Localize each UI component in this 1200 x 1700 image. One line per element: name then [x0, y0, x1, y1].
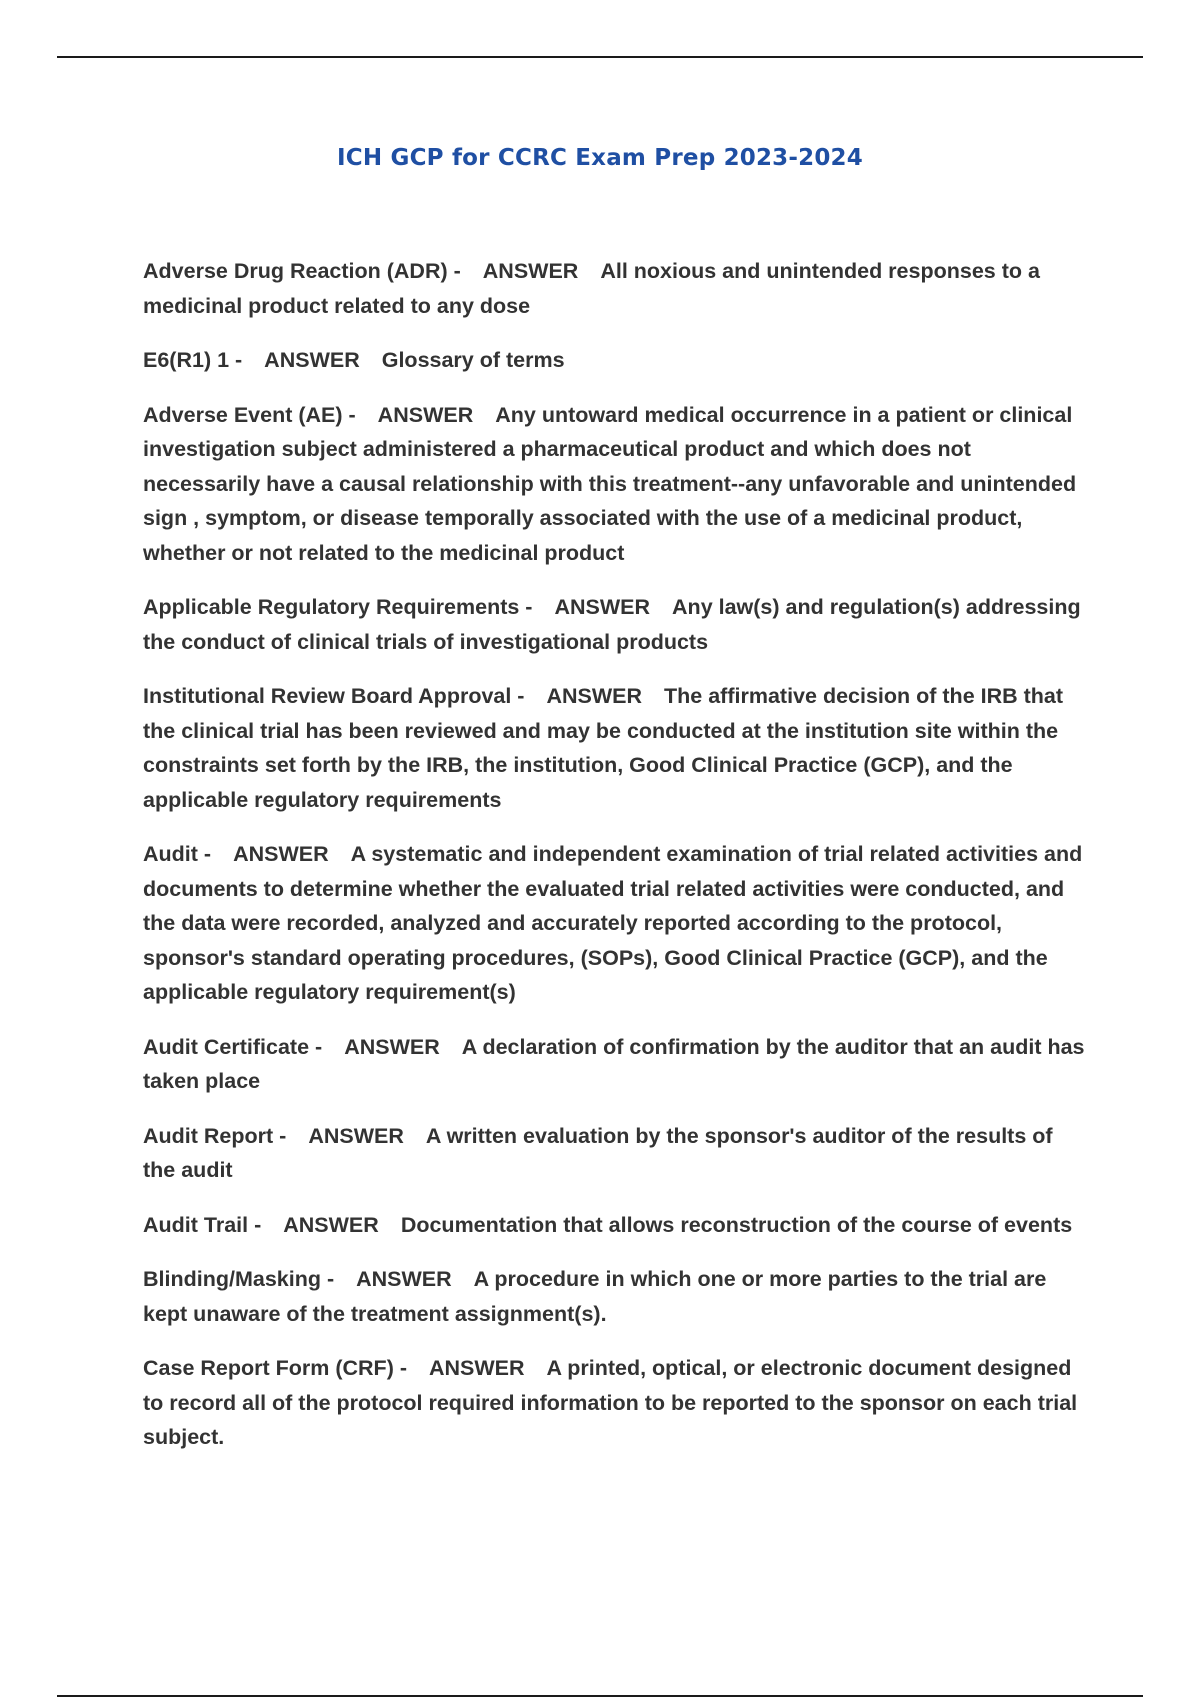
glossary-entry: [143, 1030, 1088, 1099]
glossary-entry: [143, 1119, 1088, 1188]
answer-label: ANSWER: [428, 1356, 525, 1380]
glossary-entry: [143, 837, 1088, 1010]
entry-term: Blinding/Masking -: [143, 1267, 335, 1291]
entry-definition: A printed, optical, or electronic document designed to record all of the protocol required information to be reported to the sponsor on each trial subject.: [143, 1356, 1078, 1449]
glossary-entry: [143, 590, 1088, 659]
entry-term: E6(R1) 1 -: [143, 348, 243, 372]
entry-definition: A written evaluation by the sponsor's auditor of the results of the audit: [143, 1123, 1053, 1182]
glossary-entry: [143, 1208, 1088, 1243]
entry-term: Institutional Review Board Approval -: [143, 684, 525, 708]
answer-label: ANSWER: [377, 402, 474, 427]
entry-term: Audit Certificate -: [143, 1034, 323, 1059]
glossary-entry: [143, 679, 1088, 817]
entry-term: Audit Report -: [143, 1123, 287, 1148]
entry-definition: A systematic and independent examination of trial related activities and documents to determine whether the evaluated trial related activities were conducted, and the data were recorded, analyzed and accurately reported according to the protocol, sponsor's standard operating procedures, (SOPs), Good Clinical Practice (GCP), and the applicable regulatory requirement(s): [143, 842, 1083, 1004]
entry-definition: The affirmative decision of the IRB that the clinical trial has been reviewed and may be conducted at the institution site within the constraints set forth by the IRB, the institution, Good Clinical Practice (GCP), and the applicable regulatory requirements: [143, 684, 1064, 812]
glossary-entry: [143, 254, 1088, 323]
answer-label: ANSWER: [482, 259, 579, 283]
glossary-entry: [143, 1351, 1088, 1455]
answer-label: ANSWER: [264, 348, 360, 372]
glossary-entry: [143, 343, 1088, 378]
entry-term: Applicable Regulatory Requirements -: [143, 595, 533, 619]
header-rule: [57, 56, 1143, 58]
glossary-entry: [143, 398, 1088, 571]
answer-label: ANSWER: [344, 1034, 440, 1059]
entry-definition: Glossary of terms: [381, 348, 565, 372]
glossary-entry: [143, 1262, 1088, 1331]
answer-label: ANSWER: [233, 842, 329, 866]
entry-term: Case Report Form (CRF) -: [143, 1356, 407, 1380]
entry-definition: Documentation that allows reconstruction of the course of events: [400, 1212, 1073, 1237]
entry-term: Audit Trail -: [143, 1212, 262, 1237]
answer-label: ANSWER: [546, 684, 643, 708]
footer-rule: [57, 1695, 1143, 1697]
answer-label: ANSWER: [356, 1267, 452, 1291]
entry-definition: A procedure in which one or more parties to the trial are kept unaware of the treatment assignment(s).: [143, 1267, 1047, 1326]
entry-term: Adverse Event (AE) -: [143, 402, 356, 427]
entry-term: Adverse Drug Reaction (ADR) -: [143, 259, 461, 283]
entry-definition: Any law(s) and regulation(s) addressing the conduct of clinical trials of investigational products: [143, 595, 1081, 654]
entry-definition: Any untoward medical occurrence in a patient or clinical investigation subject administered a pharmaceutical product and which does not necessarily have a causal relationship with this treatment--any unfavorable and unintended sign , symptom, or disease temporally associated with the use of a medicinal product, whether or not related to the medicinal product: [143, 402, 1077, 565]
glossary-list: [143, 254, 1088, 1475]
answer-label: ANSWER: [554, 595, 651, 619]
entry-term: Audit -: [143, 842, 212, 866]
entry-definition: All noxious and unintended responses to a medicinal product related to any dose: [143, 259, 1040, 318]
page-title: ICH GCP for CCRC Exam Prep 2023-2024: [337, 145, 863, 171]
answer-label: ANSWER: [308, 1123, 404, 1148]
entry-definition: A declaration of confirmation by the auditor that an audit has taken place: [143, 1034, 1085, 1093]
answer-label: ANSWER: [283, 1212, 379, 1237]
